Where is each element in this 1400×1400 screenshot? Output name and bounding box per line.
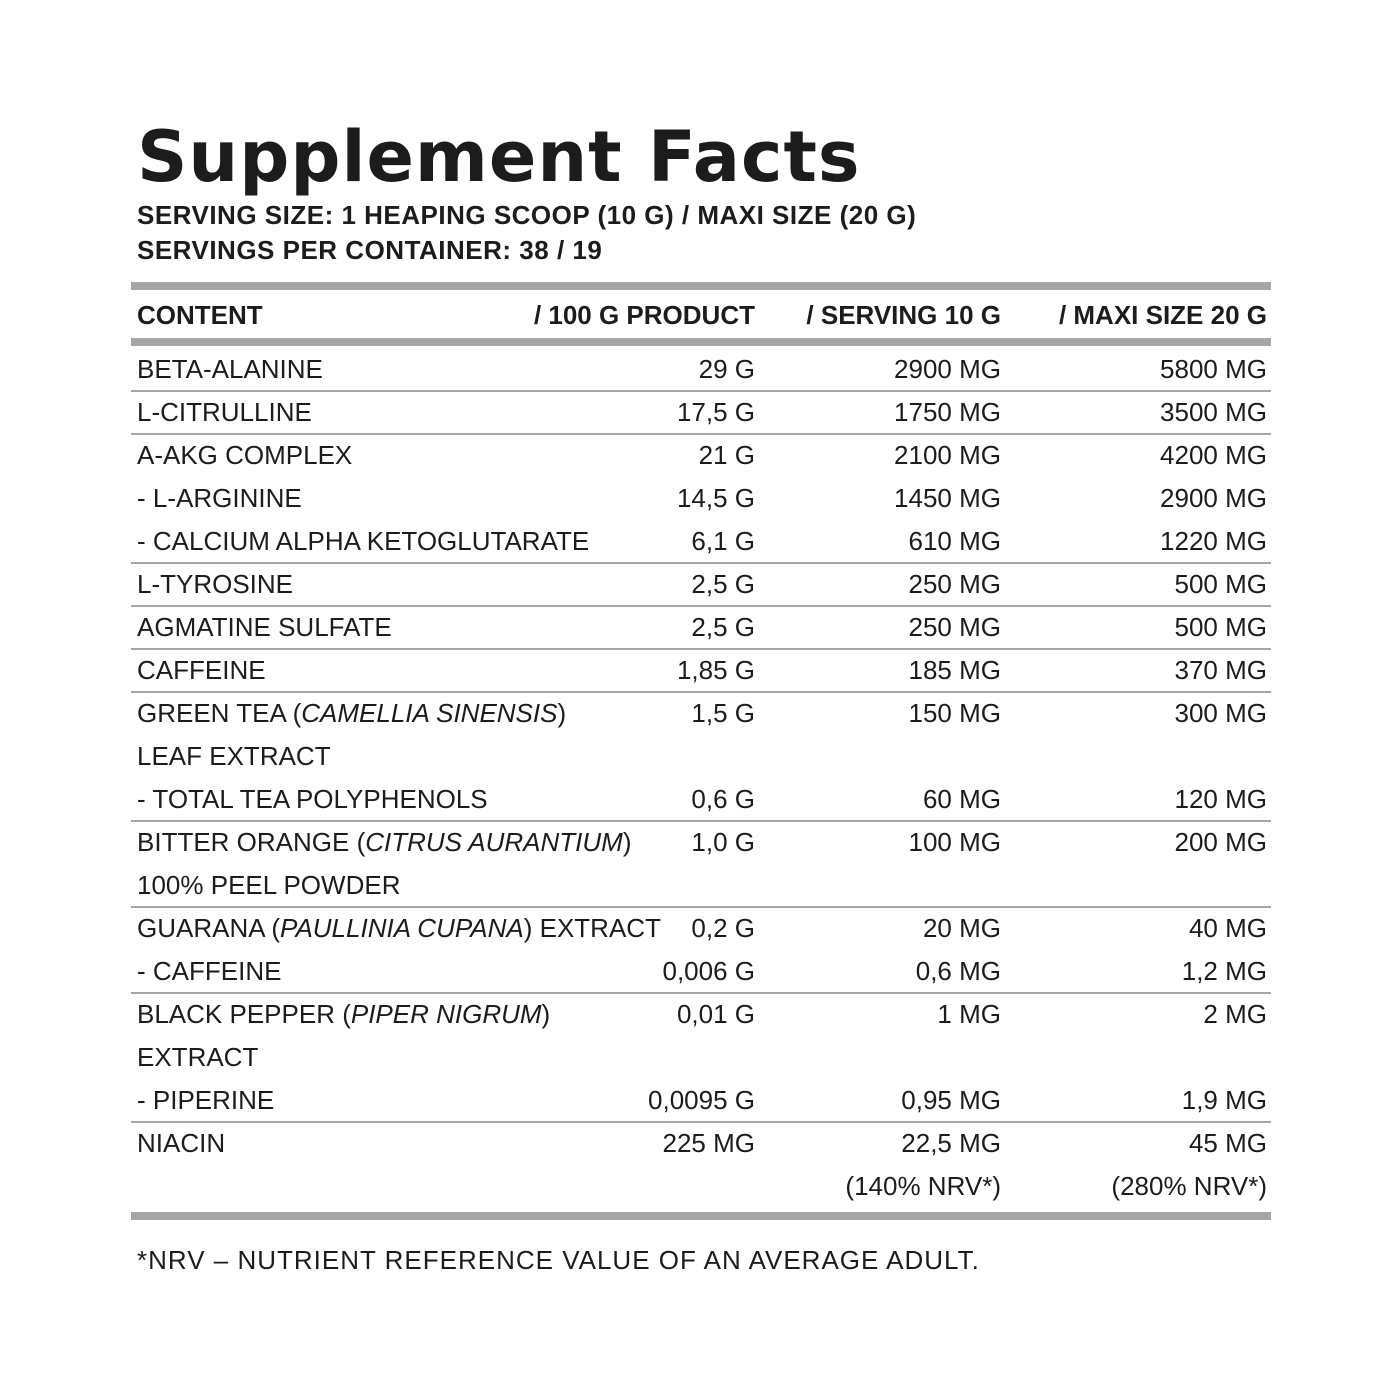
- value-per-serving: 1450 MG: [894, 483, 1001, 513]
- ingredient-name-part: ): [541, 999, 551, 1029]
- value-per-100g: 6,1 G: [691, 526, 755, 556]
- ingredient-name-part: ) EXTRACT: [523, 913, 661, 943]
- table-row: [0, 735, 1400, 778]
- ingredient-name: [137, 391, 312, 434]
- table-row: [0, 821, 1400, 864]
- ingredient-name: [137, 692, 566, 735]
- value-per-100g: 0,2 G: [691, 913, 755, 943]
- value-per-serving: 1 MG: [937, 999, 1001, 1029]
- value-per-100g: 0,0095 G: [648, 1085, 755, 1115]
- ingredient-name-part: AGMATINE SULFATE: [137, 612, 392, 642]
- ingredient-name: [137, 520, 589, 563]
- ingredient-name-part: BLACK PEPPER (: [137, 999, 351, 1029]
- ingredient-name-part: EXTRACT: [137, 1042, 259, 1072]
- ingredient-name: [137, 735, 331, 778]
- value-per-serving: 22,5 MG: [901, 1128, 1001, 1158]
- ingredient-name: [137, 864, 400, 907]
- ingredient-latin-name: CITRUS AURANTIUM: [365, 827, 623, 857]
- value-per-maxi: 1220 MG: [1160, 526, 1267, 556]
- value-per-serving: 185 MG: [908, 655, 1001, 685]
- value-per-maxi: 370 MG: [1174, 655, 1267, 685]
- value-per-100g: 1,85 G: [676, 655, 755, 685]
- value-per-maxi: 500 MG: [1174, 612, 1267, 642]
- value-per-100g: 14,5 G: [676, 483, 755, 513]
- ingredient-name: [137, 348, 323, 391]
- table-row: [0, 563, 1400, 606]
- ingredient-name: [137, 434, 352, 477]
- value-per-serving: 610 MG: [908, 526, 1001, 556]
- ingredient-latin-name: PAULLINIA CUPANA: [280, 913, 524, 943]
- ingredient-name-part: L-TYROSINE: [137, 569, 294, 599]
- value-per-100g: 17,5 G: [676, 397, 755, 427]
- ingredient-name: [137, 649, 266, 692]
- table-bottom-rule: [131, 1212, 1271, 1220]
- ingredient-name: [137, 1036, 258, 1079]
- ingredient-name: [137, 993, 550, 1036]
- ingredient-latin-name: PIPER NIGRUM: [350, 999, 542, 1029]
- table-row: [0, 477, 1400, 520]
- value-per-serving: 60 MG: [922, 784, 1001, 814]
- header-bottom-rule: [131, 338, 1271, 346]
- ingredient-name-part: - CALCIUM ALPHA KETOGLUTARATE: [137, 526, 590, 556]
- ingredient-name-part: L-CITRULLINE: [137, 397, 312, 427]
- ingredient-name: [137, 1122, 225, 1165]
- ingredient-name-part: GREEN TEA (: [137, 698, 302, 728]
- ingredient-name-part: LEAF EXTRACT: [137, 741, 331, 771]
- value-per-maxi: 40 MG: [1188, 913, 1267, 943]
- value-per-maxi: 5800 MG: [1160, 354, 1267, 384]
- table-row: [0, 907, 1400, 950]
- ingredient-name: [137, 778, 488, 821]
- value-per-serving: 150 MG: [908, 698, 1001, 728]
- table-row: [0, 649, 1400, 692]
- value-per-serving: 0,95 MG: [901, 1085, 1001, 1115]
- value-per-serving: 0,6 MG: [915, 956, 1001, 986]
- column-header-per-serving: / SERVING 10 G: [806, 300, 1001, 330]
- ingredient-latin-name: CAMELLIA SINENSIS: [301, 698, 558, 728]
- value-per-maxi: 2 MG: [1203, 999, 1267, 1029]
- value-per-maxi: 200 MG: [1174, 827, 1267, 857]
- table-row: [0, 348, 1400, 391]
- ingredient-name-part: CAFFEINE: [137, 655, 266, 685]
- value-per-maxi: 3500 MG: [1160, 397, 1267, 427]
- value-per-100g: 0,6 G: [691, 784, 755, 814]
- table-row: [0, 1165, 1400, 1208]
- ingredient-name: [137, 606, 392, 649]
- ingredient-name: [137, 907, 661, 950]
- table-row: [0, 778, 1400, 821]
- ingredient-name-part: NIACIN: [137, 1128, 226, 1158]
- ingredient-name-part: - TOTAL TEA POLYPHENOLS: [137, 784, 488, 814]
- serving-size: SERVING SIZE: 1 HEAPING SCOOP (10 G) / MAXI SIZE (20 G): [137, 200, 917, 230]
- value-per-100g: 0,006 G: [662, 956, 755, 986]
- table-row: [0, 692, 1400, 735]
- ingredient-name-part: 100% PEEL POWDER: [137, 870, 401, 900]
- value-per-serving: 250 MG: [908, 612, 1001, 642]
- table-row: [0, 864, 1400, 907]
- ingredient-name-part: BITTER ORANGE (: [137, 827, 366, 857]
- value-per-maxi: 2900 MG: [1160, 483, 1267, 513]
- table-row: [0, 1122, 1400, 1165]
- value-per-serving: 20 MG: [922, 913, 1001, 943]
- value-per-maxi: 120 MG: [1174, 784, 1267, 814]
- column-header-per-100g: / 100 G PRODUCT: [533, 300, 755, 330]
- ingredient-name-part: - PIPERINE: [137, 1085, 275, 1115]
- value-per-100g: 2,5 G: [691, 612, 755, 642]
- ingredient-name-part: - L-ARGININE: [137, 483, 302, 513]
- value-per-serving: 250 MG: [908, 569, 1001, 599]
- page-title: Supplement Facts: [137, 116, 861, 198]
- table-row: [0, 993, 1400, 1036]
- column-header-per-maxi: / MAXI SIZE 20 G: [1058, 300, 1267, 330]
- ingredient-name: [137, 950, 281, 993]
- table-row: [0, 391, 1400, 434]
- value-per-100g: 1,0 G: [691, 827, 755, 857]
- value-per-100g: 225 MG: [662, 1128, 755, 1158]
- table-row: [0, 1079, 1400, 1122]
- ingredient-name-part: - CAFFEINE: [137, 956, 282, 986]
- value-per-serving: 2900 MG: [894, 354, 1001, 384]
- ingredient-name: [137, 477, 302, 520]
- servings-per-container: SERVINGS PER CONTAINER: 38 / 19: [137, 235, 603, 265]
- value-per-100g: 1,5 G: [691, 698, 755, 728]
- ingredient-name-part: A-AKG COMPLEX: [137, 440, 353, 470]
- ingredient-name-part: GUARANA (: [137, 913, 281, 943]
- value-per-100g: 29 G: [698, 354, 755, 384]
- value-per-100g: 0,01 G: [676, 999, 755, 1029]
- column-header-content: CONTENT: [137, 300, 263, 330]
- value-per-100g: 2,5 G: [691, 569, 755, 599]
- value-per-serving: (140% NRV*): [845, 1171, 1001, 1201]
- ingredient-name-part: ): [622, 827, 632, 857]
- ingredient-name-part: ): [557, 698, 567, 728]
- value-per-maxi: 4200 MG: [1160, 440, 1267, 470]
- value-per-serving: 2100 MG: [894, 440, 1001, 470]
- table-row: [0, 520, 1400, 563]
- value-per-maxi: 45 MG: [1188, 1128, 1267, 1158]
- footnote: *NRV – NUTRIENT REFERENCE VALUE OF AN AVERAGE ADULT.: [137, 1245, 980, 1275]
- value-per-maxi: (280% NRV*): [1111, 1171, 1267, 1201]
- table-row: [0, 1036, 1400, 1079]
- value-per-maxi: 1,9 MG: [1181, 1085, 1267, 1115]
- value-per-100g: 21 G: [698, 440, 755, 470]
- value-per-maxi: 300 MG: [1174, 698, 1267, 728]
- ingredient-name: [137, 1079, 274, 1122]
- ingredient-name-part: BETA-ALANINE: [137, 354, 323, 384]
- table-row: [0, 434, 1400, 477]
- table-row: [0, 950, 1400, 993]
- table-row: [0, 606, 1400, 649]
- ingredient-name: [137, 563, 293, 606]
- header-top-rule: [131, 282, 1271, 290]
- value-per-maxi: 500 MG: [1174, 569, 1267, 599]
- ingredient-name: [137, 821, 632, 864]
- value-per-serving: 1750 MG: [894, 397, 1001, 427]
- value-per-maxi: 1,2 MG: [1181, 956, 1267, 986]
- value-per-serving: 100 MG: [908, 827, 1001, 857]
